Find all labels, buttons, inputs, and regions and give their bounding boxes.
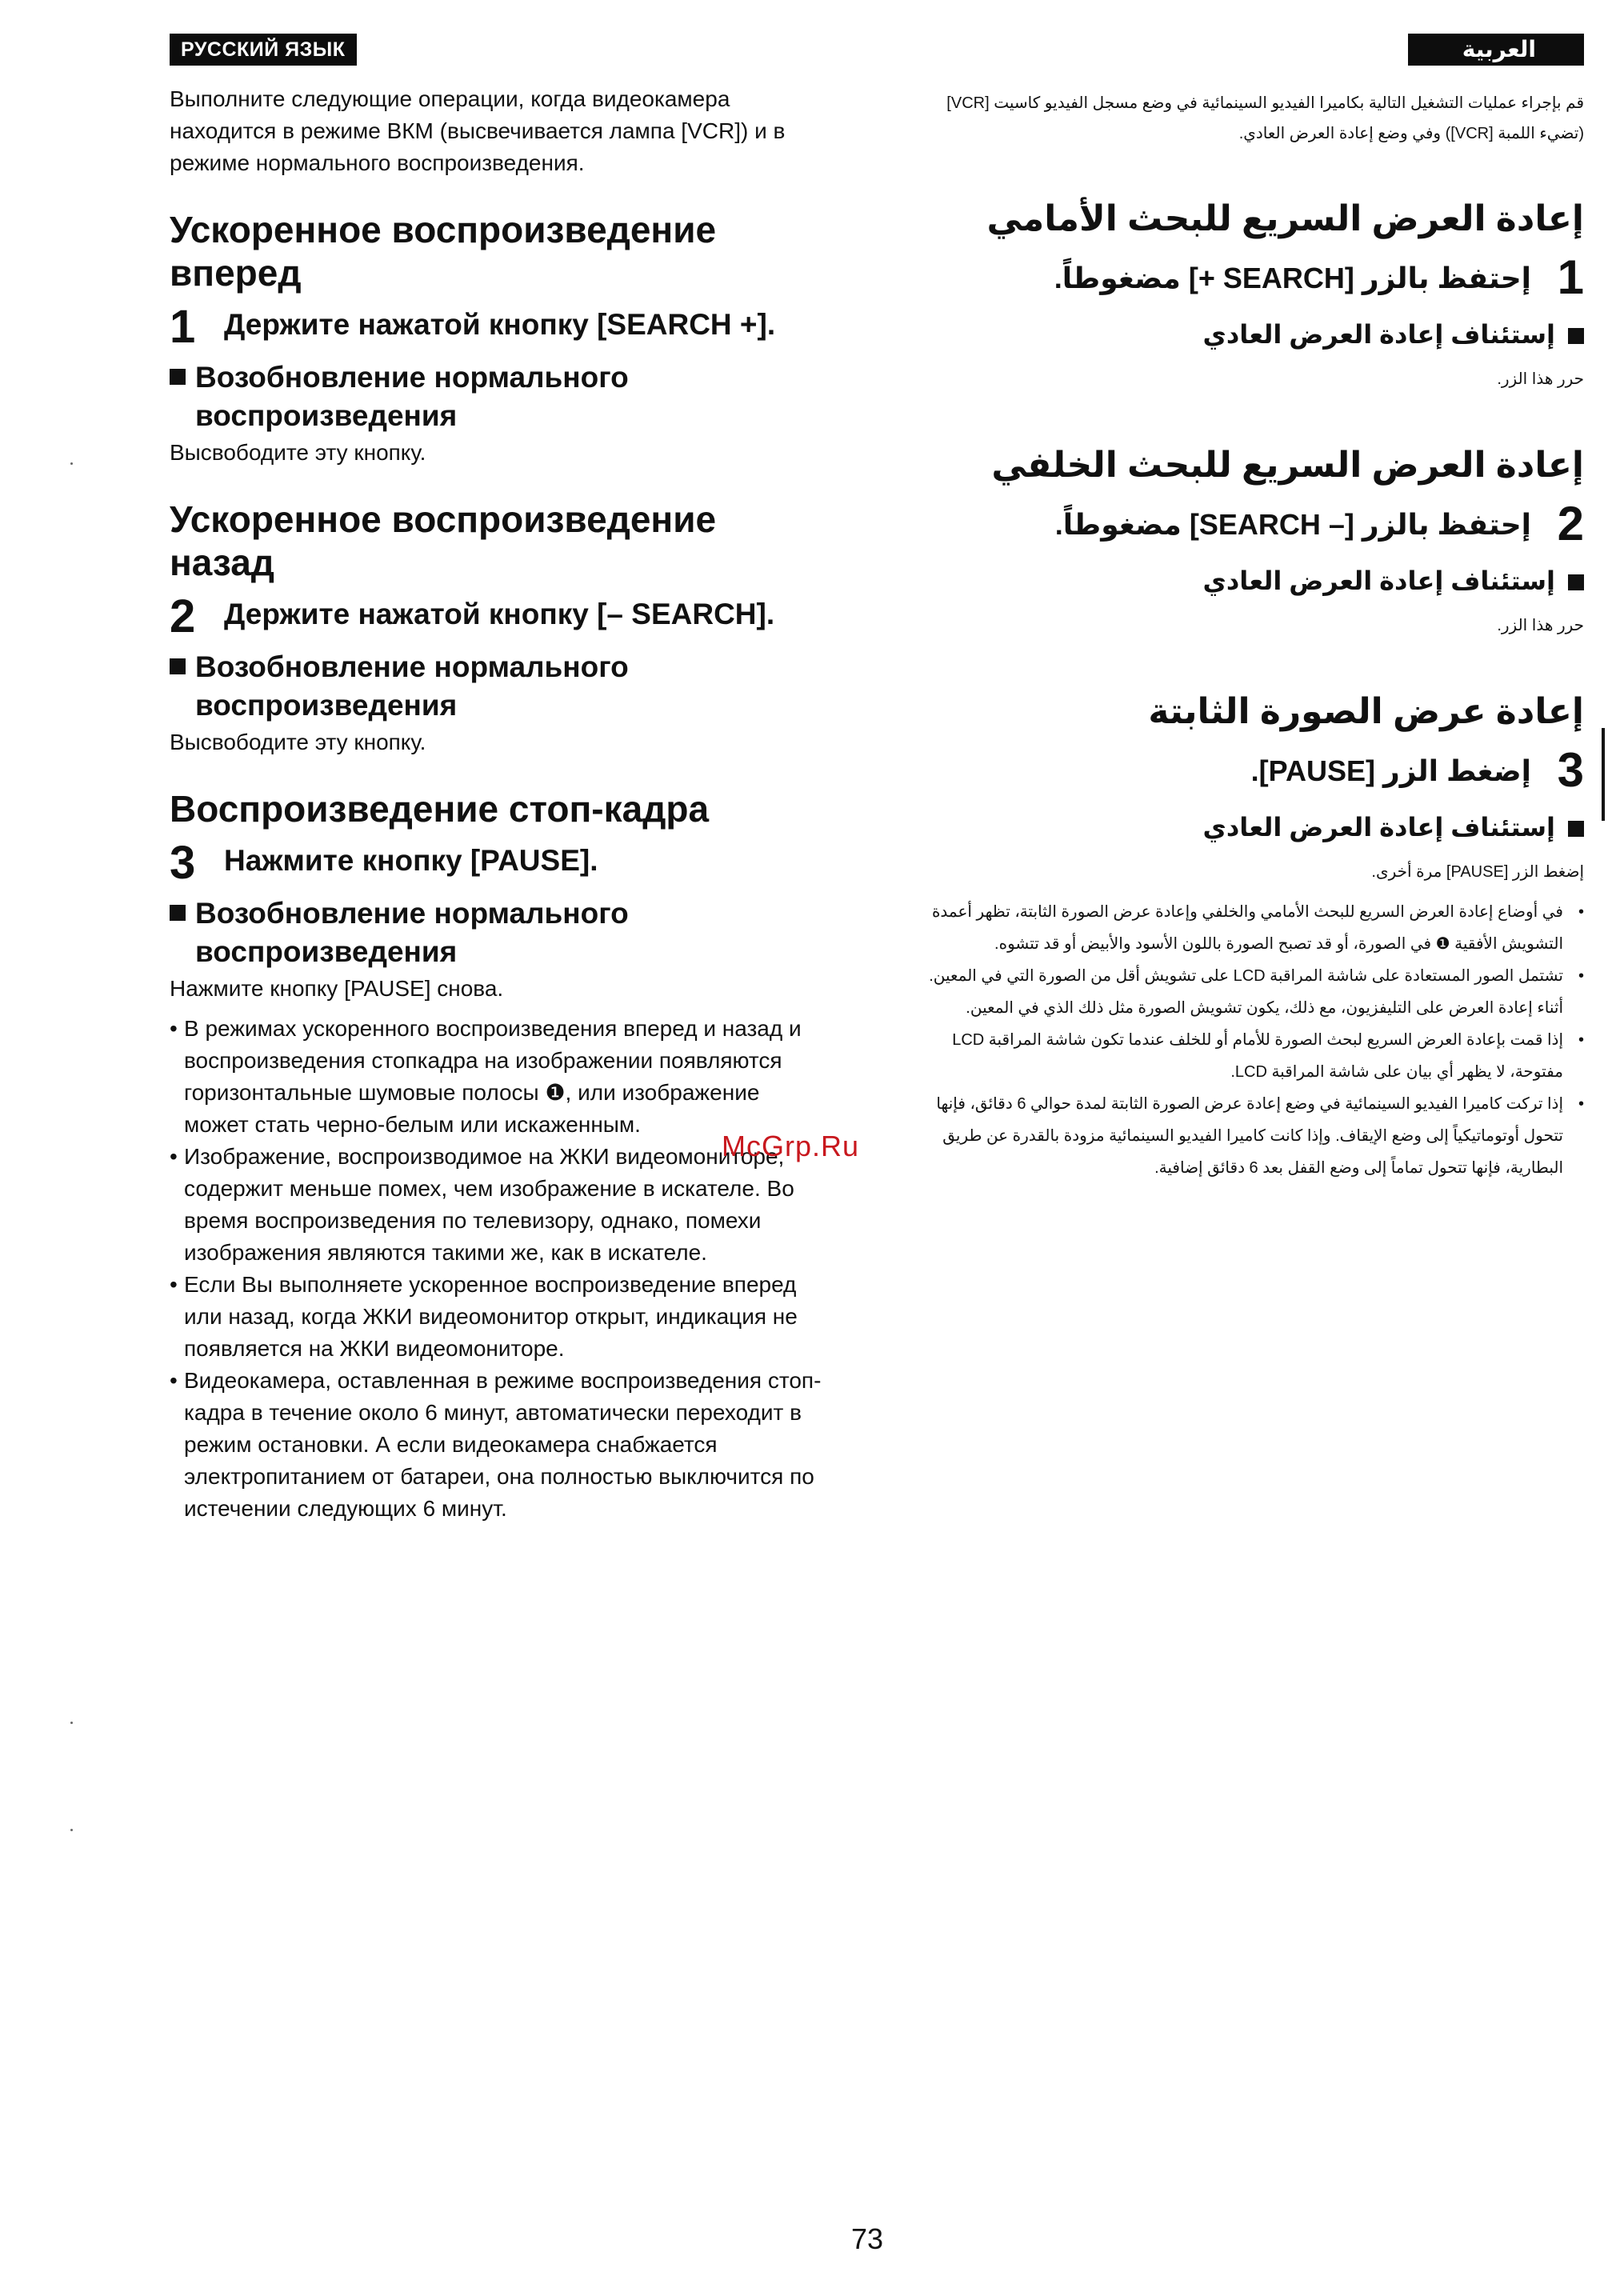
step-2: [904, 497, 1584, 550]
resume-text: إضغط الزر [PAUSE] مرة أخرى.: [1371, 863, 1584, 881]
step-3: [904, 743, 1584, 797]
resume-heading: [170, 894, 826, 971]
square-bullet-icon: [170, 369, 186, 385]
arabic-column: [904, 34, 1584, 1184]
scan-dot: [70, 1722, 73, 1724]
resume-text: Нажмите кнопку [PAUSE] снова.: [170, 976, 504, 1001]
resume-title: Возобновление нормального воспроизведения: [195, 361, 629, 432]
watermark: McGrp.Ru: [722, 1130, 860, 1162]
russian-column: [170, 34, 826, 1525]
language-label-arabic: العربية: [1408, 34, 1584, 66]
note-item: • إذا تركت كاميرا الفيديو السينمائية في وضع إعادة عرض الصورة الثابتة لمدة حوالي 6 دقائق، فإنها تتحول أوتوماتيكياً إلى وضع الإيقاف. وإذا كانت كاميرا الفيديو السينمائية مزودة بالقدرة عن طريق البطارية، فإنها تتحول تماماً إلى وضع القفل بعد 6 دقائق إضافية.: [904, 1088, 1584, 1184]
language-label-russian: РУССКИЙ ЯЗЫК: [170, 34, 357, 66]
margin-bar: [1602, 728, 1605, 821]
step-3: [170, 837, 826, 889]
resume-text: Высвободите эту кнопку.: [170, 440, 426, 465]
notes-list: [170, 1013, 826, 1525]
step-2: [170, 590, 826, 642]
resume-title: إستئناف إعادة العرض العادي: [1202, 813, 1555, 842]
note-item: • В режимах ускоренного воспроизведения вперед и назад и воспроизведения стопкадра на изображении появляются горизонтальные шумовые полосы ❶, или изображение может стать черно-белым или искаженным.: [170, 1013, 826, 1141]
step-number: 3: [170, 837, 196, 889]
section-title-reverse-search: Ускоренное воспроизведение назад: [170, 498, 717, 583]
intro-text: قم بإجراء عمليات التشغيل التالية بكاميرا الفيديو السينمائية في وضع مسجل الفيديو كاسيت [VCR] (تضيء اللمبة [VCR]) وفي وضع إعادة العرض العادي.: [946, 94, 1584, 142]
resume-heading: [170, 358, 826, 435]
square-bullet-icon: [1568, 574, 1584, 590]
step-text: Держите нажатой кнопку [SEARCH +].: [224, 308, 776, 341]
page-number: 73: [851, 2222, 884, 2255]
step-text: Держите нажатой кнопку [– SEARCH].: [224, 598, 775, 630]
resume-title: إستئناف إعادة العرض العادي: [1202, 566, 1555, 595]
step-number: 3: [1557, 743, 1584, 797]
resume-title: إستئناف إعادة العرض العادي: [1202, 320, 1555, 349]
resume-text: حرر هذا الزر.: [1497, 370, 1584, 388]
step-text: إضغط الزر [PAUSE].: [1250, 754, 1531, 787]
intro-text: Выполните следующие операции, когда видеокамера находится в режиме ВКМ (высвечивается лампа [VCR]) и в режиме нормального воспроизведения.: [170, 86, 786, 175]
section-title-still-playback: إعادة عرض الصورة الثابتة: [1148, 692, 1584, 731]
note-item: • إذا قمت بإعادة العرض السريع لبحث الصورة للأمام أو للخلف عندما تكون شاشة المراقبة LCD مفتوحة، لا يظهر أي بيان على شاشة المراقبة LCD.: [904, 1024, 1584, 1088]
step-number: 1: [1557, 250, 1584, 304]
square-bullet-icon: [170, 905, 186, 921]
resume-heading: [904, 563, 1584, 598]
resume-heading: [170, 648, 826, 725]
note-item: • Если Вы выполняете ускоренное воспроизведение вперед или назад, когда ЖКИ видеомонитор открыт, индикация не появляется на ЖКИ видеомониторе.: [170, 1269, 826, 1365]
resume-heading: [904, 810, 1584, 845]
step-number: 2: [170, 590, 196, 642]
step-1: [170, 301, 826, 353]
resume-title: Возобновление нормального воспроизведения: [195, 897, 629, 968]
note-item: • Видеокамера, оставленная в режиме воспроизведения стоп-кадра в течение около 6 минут, автоматически переходит в режим остановки. А если видеокамера снабжается электропитанием от батареи, она полностью выключится по истечении следующих 6 минут.: [170, 1365, 826, 1525]
section-title-forward-search: Ускоренное воспроизведение вперед: [170, 209, 717, 294]
note-item: • تشتمل الصور المستعادة على شاشة المراقبة LCD على تشويش أقل من الصورة التي في المعين. أثناء إعادة العرض على التليفزيون، مع ذلك، يكون تشويش الصورة مثل ذلك الذي في المعين.: [904, 960, 1584, 1024]
scan-dot: [70, 1829, 73, 1831]
section-title-still-playback: Воспроизведение стоп-кадра: [170, 788, 710, 830]
step-text: إحتفظ بالزر [– SEARCH] مضغوطاً.: [1054, 508, 1531, 541]
scan-dot: [70, 462, 73, 465]
step-number: 2: [1557, 497, 1584, 550]
notes-list: [904, 896, 1584, 1184]
step-text: Нажмите кнопку [PAUSE].: [224, 844, 598, 877]
resume-text: حرر هذا الزر.: [1497, 617, 1584, 634]
step-number: 1: [170, 301, 196, 353]
square-bullet-icon: [1568, 821, 1584, 837]
note-item: • Изображение, воспроизводимое на ЖКИ видеомониторе, содержит меньше помех, чем изображение в искателе. Во время воспроизведения по телевизору, однако, помехи изображения являются такими же, как в искателе.: [170, 1141, 826, 1269]
step-1: [904, 250, 1584, 304]
resume-title: Возобновление нормального воспроизведения: [195, 650, 629, 722]
section-title-reverse-search: إعادة العرض السريع للبحث الخلفي: [991, 446, 1584, 485]
square-bullet-icon: [1568, 328, 1584, 344]
square-bullet-icon: [170, 658, 186, 674]
step-text: إحتفظ بالزر [SEARCH +] مضغوطاً.: [1054, 262, 1531, 294]
section-title-forward-search: إعادة العرض السريع للبحث الأمامي: [986, 199, 1584, 238]
note-item: • في أوضاع إعادة العرض السريع للبحث الأمامي والخلفي وإعادة عرض الصورة الثابتة، تظهر أعمدة التشويش الأفقية ❶ في الصورة، أو قد تصبح الصورة باللون الأسود والأبيض أو قد تتشوه.: [904, 896, 1584, 960]
resume-heading: [904, 317, 1584, 352]
resume-text: Высвободите эту кнопку.: [170, 730, 426, 754]
